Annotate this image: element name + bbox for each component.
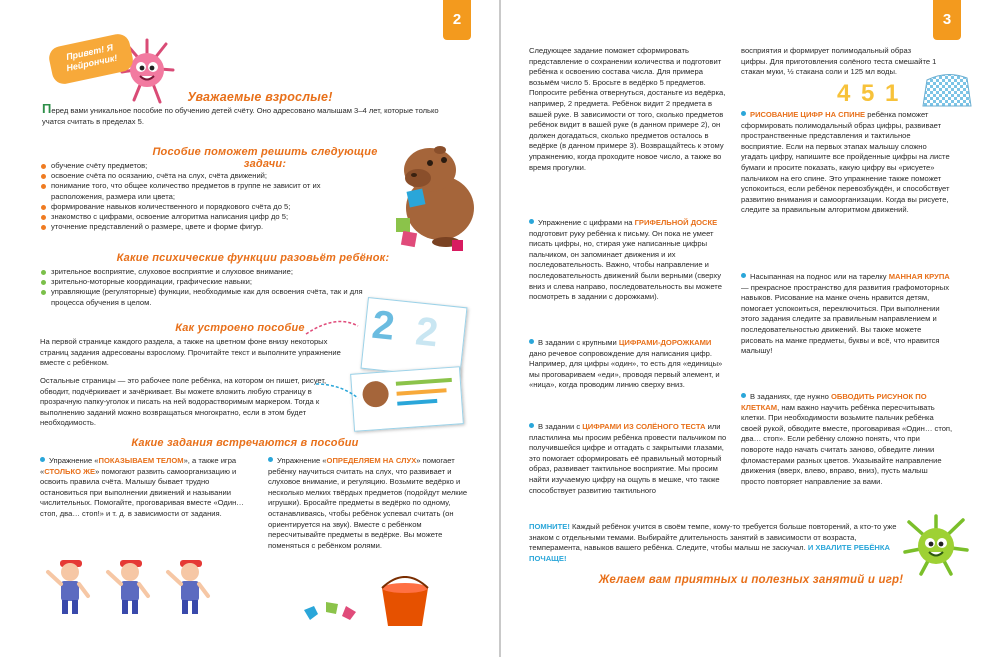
right-col1-text-3: В задании с крупными ЦИФРАМИ-ДОРОЖКАМИ дано речевое сопровождение для написания цифр. Например, для цифры «один», то есть для «единицы» мы проговариваем «еди», проводя первый элемент, и «ница», когда проводим линию сверху вниз. <box>529 338 723 390</box>
neuron-mascot-icon <box>901 512 971 578</box>
list-item: уточнение представлений о размере, цвете и форме фигур. <box>40 222 352 232</box>
greeting-bubble: Привет! Я Нейрончик! <box>47 32 135 86</box>
pointer-arrows-icon <box>296 314 360 434</box>
tasks-list <box>40 161 352 232</box>
structure-heading: Как устроено пособие <box>175 322 305 334</box>
bucket-and-toys-icon <box>296 576 456 632</box>
structure-text-1: На первой странице каждого раздела, а также на цветном фоне внизу некоторых страниц задания адресованы взрослому. Прочитайте текст и выполните упражнение вместе с ребёнком. <box>40 337 341 368</box>
toy-cube-icon <box>452 240 463 251</box>
list-item: освоение счёта по осязанию, счёта на слух, счёта движений; <box>40 171 352 181</box>
right-col1-text-4: В задании с ЦИФРАМИ ИЗ СОЛЁНОГО ТЕСТА или пластилина мы просим ребёнка провести пальчиком по получившейся цифре и отгадать с закрытыми глазами, это помогает сформировать её правильный моторный образ, развивает тактильное восприятие. Мы просим найти изучаемую цифру на ощупь в мешке, что также способствует развитию тактильного <box>529 422 727 495</box>
structure-text-2: Остальные страницы — это рабочее поле ребёнка, на котором он пишет, рисует, обводит, подчёркивает и зачёркивает. Вы можете вложить любую страницу в прозрачную папку-уголок и писать на ней водорастворимым маркером. Тогда к выполнению заданий можно возвращаться многократно, если в этом будет необходимость. <box>40 376 327 428</box>
page-right <box>501 0 1000 657</box>
list-item: зрительно-моторные координации, графические навыки; <box>40 277 380 287</box>
right-col2-text-4: В заданиях, где нужно ОБВОДИТЬ РИСУНОК ПО КЛЕТКАМ, нам важно научить ребёнка пересчитывать клетки. При необходимости возьмите пальчик ребёнка своей рукой, обводите вместе, проговаривая «Один… стоп, два… стоп». Если ребёнку сложно понять, что при повороте надо начать считать заново, обведите линии фломастерами разных цветов. Указывайте направление движения (вверх, влево, вправо, вниз), пусть малыш просто повторяет направление за вами. <box>741 392 953 486</box>
list-item: формирование навыков количественного и порядкового счёта до 5; <box>40 202 352 212</box>
list-item: обучение счёту предметов; <box>40 161 352 171</box>
functions-heading: Какие психические функции разовьёт ребёнок: <box>116 252 390 264</box>
right-col2-text-3: Насыпанная на поднос или на тарелку МАННАЯ КРУПА — прекрасное пространство для развития графомоторных навыков. Рисование на манке очень нравится детям, помогает успокоиться, переключиться. При выполнении этого задания следите за правильным направлением и последовательностью движений. Вы также можете рисовать на манке предметы, буквы и всё, что нравится малышу! <box>741 272 950 356</box>
capybara-icon <box>388 138 480 248</box>
functions-list <box>40 267 380 308</box>
closing-wish: Желаем вам приятных и полезных занятий и игр! <box>598 574 904 586</box>
list-item: зрительное восприятие, слуховое восприятие и слуховое внимание; <box>40 267 380 277</box>
page-number: 3 <box>933 0 961 40</box>
book-preview-icon: 2 2 <box>352 296 472 428</box>
remember-note: ПОМНИТЕ! Каждый ребёнок учится в своём темпе, кому-то требуется больше повторений, а кто-то уже знаком с отдельными темами. Выбирайте длительность занятий в зависимости от возраста, темперамента, навыков вашего ребёнка. Следите, чтобы малыш не заскучал. И ХВАЛИТЕ РЕБЁНКА ПОЧАЩЕ! <box>529 522 897 563</box>
salt-dough-digits: 4 5 1 <box>837 80 901 107</box>
hearing-exercise-text: Упражнение «ОПРЕДЕЛЯЕМ НА СЛУХ» помогает ребёнку научиться считать на слух, что развивает и слуховое внимание, и регуляцию. Возьмите ведёрко и несколько мелких твёрдых предметов (подойдут мелкие игрушки). Бросайте предметы в ведёрко по одному, останавливаясь, чтобы ребёнок успевал считать (он ориентируется на звук). Вместе с ребёнком пересчитывайте предметы в ведёрке. Вы можете поменяться с ребёнком ролями. <box>268 456 468 550</box>
list-item: управляющие (регуляторные) функции, необходимые как для освоения счёта, так и для процесса обучения в целом. <box>40 287 380 307</box>
tasks-heading: Пособие поможет решить следующие задачи: <box>152 146 378 170</box>
page-number: 2 <box>443 0 471 40</box>
intro-text: Перед вами уникальное пособие по обучению детей счёту. Оно адресовано малышам 3–4 лет, которые только учатся считать в пределах 5. <box>42 101 439 126</box>
list-item: знакомство с цифрами, освоение алгоритма написания цифр до 5; <box>40 212 352 222</box>
adults-title: Уважаемые взрослые! <box>187 90 333 104</box>
right-col2-text-2: РИСОВАНИЕ ЦИФР НА СПИНЕ ребёнка поможет сформировать полимодальный образ цифры, развивает пространственные представления и тактильное восприятие. Если на первых этапах малышу сложно угадать цифру, напишите все пройденные цифры на листе бумаги и просите показать, какую цифру вы «рисуете» пальчиком на его спине. Это упражнение также поможет успокоиться, если ребёнок перевозбуждён, и способствует развитию внимания и самоорганизации. Когда вы рисуете, следите за правильным алгоритмом движений. <box>741 110 950 215</box>
kinds-heading: Какие задания встречаются в пособии <box>131 437 359 449</box>
puzzle-pieces-icon <box>304 606 318 620</box>
page-left <box>0 0 499 657</box>
cloth-bag-icon <box>921 70 973 110</box>
exercise-body-text: Упражнение «ПОКАЗЫВАЕМ ТЕЛОМ», а также игра «СТОЛЬКО ЖЕ» помогают развить самоорганизацию и освоить правила счёта. Малышу бывает трудно остановиться при выполнении движений и назывании числительных. Помогайте, проговаривая вместе «Один… стоп, два… стоп!» и т. д. в зависимости от задания. <box>40 456 244 518</box>
right-col2-text-1: восприятия и формирует полимодальный образ цифры. Для приготовления солёного теста смешайте 1 стакан муки, ½ стакана соли и 125 мл воды. <box>741 46 937 77</box>
right-col1-text-2: Упражнение с цифрами на ГРИФЕЛЬНОЙ ДОСКЕ подготовит руку ребёнка к письму. Он пока не умеет писать цифры, но, стирая уже написанные цифры пальчиком, он запоминает движения и их последовательность. Важно, чтобы направление и последовательность движений были верными (сверху вниз и слева направо, последовательность вы можете посмотреть в задании с дорожками). <box>529 218 722 302</box>
toy-cube-icon <box>401 231 417 247</box>
child-figures-icon <box>40 552 240 618</box>
list-item: понимание того, что общее количество предметов в группе не зависит от их расположения, размера или цвета; <box>40 181 352 201</box>
right-col1-text-1: Следующее задание поможет сформировать представление о сохранении количества и подготовит ребёнка к освоению состава числа. Для примера возьмём число 5. Бросьте в ведёрко 5 предметов. Попросите ребёнка отвернуться, достаньте из ведёрка, например, 2 предмета. Ребёнок видит 2 предмета в вашей руке. В зависимости от того, сколько предметов ребёнок видит в вашей руке (в данном примере 2), он должен догадаться, сколько предметов осталось в ведёрке (в данном примере 3). Возвращайтесь к этому упражнению, когда проходите новое число, а также во время прогулки. <box>529 46 726 172</box>
